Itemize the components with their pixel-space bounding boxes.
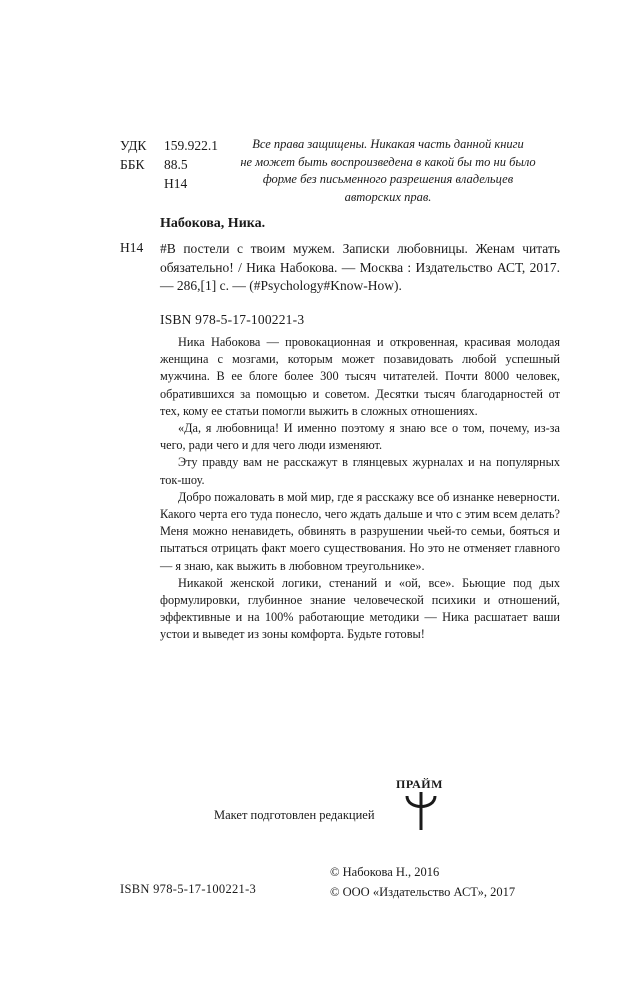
rights-line: не может быть воспроизведена в какой бы то ни было xyxy=(240,154,536,169)
bbk-row xyxy=(120,155,218,174)
annotation-paragraph: Ника Набокова — провокационная и откровенная, красивая молодая женщина с мозгами, которым может позавидовать любой успешный мужчина. В ее блоге более 300 тысяч читателей. Почти 8000 человек, обратившихся за помощью и советом. Десятки тысяч благодарностей от тех, кому ее статьи помогли выжить в сложных отношениях. xyxy=(160,335,560,418)
rights-line: Все права защищены. Никакая часть данной книги xyxy=(252,137,524,151)
rights-line: авторских прав. xyxy=(344,189,432,204)
udk-label: УДК xyxy=(120,138,147,153)
udk-row xyxy=(120,136,218,155)
isbn-main: ISBN 978-5-17-100221-3 xyxy=(160,312,305,327)
rights-line: форме без письменного разрешения владельцев xyxy=(262,172,514,186)
annotation-paragraph: Никакой женской логики, стенаний и «ой, все». Бьющие под дых формулировки, глубинное знание человеческой психики и отношений, эффективные и на 100% работающие методики — Ника расшатает ваши устои и выведет из зоны комфорта. Будьте готовы! xyxy=(160,575,560,642)
author-mark-row xyxy=(120,174,218,193)
rights-notice xyxy=(228,136,548,206)
annotation-paragraph: «Да, я любовница! И именно поэтому я знаю все о том, почему, из-за чего, ради чего и для чего люди изменяют. xyxy=(160,421,560,453)
isbn-bottom: ISBN 978-5-17-100221-3 xyxy=(120,882,257,896)
bibliographic-description: #В постели с твоим мужем. Записки любовницы. Женам читать обязательно! / Ника Набокова. — Москва : Издательство АСТ, 2017. — 286,[1] с. — (#Psychology#Know-How). xyxy=(160,241,560,293)
side-code: Н14 xyxy=(120,240,144,255)
copyright-line: © ООО «Издательство АСТ», 2017 xyxy=(330,885,516,899)
author-mark-value: Н14 xyxy=(164,176,188,191)
author-heading: Набокова, Ника. xyxy=(160,216,266,231)
bbk-value: 88.5 xyxy=(164,157,188,172)
udk-value: 159.922.1 xyxy=(164,138,218,153)
udk-bbk-block xyxy=(120,136,218,193)
copyright-line: © Набокова Н., 2016 xyxy=(330,865,440,879)
annotation-paragraph: Эту правду вам не расскажут в глянцевых журналах и на популярных ток-шоу. xyxy=(160,455,560,487)
annotation-paragraph: Добро пожаловать в мой мир, где я расскажу все об изнанке неверности. Какого черта его туда понесло, чего ждать дальше и что с этим всем делать? Меня можно ненавидеть, обвинять в разрушении чьей-то семьи, бояться и пытаться отрицать факт моего существования. Но это не отменяет главного — я знаю, как выжить в любовном треугольнике». xyxy=(160,489,560,573)
annotation xyxy=(160,334,560,644)
bbk-label: ББК xyxy=(120,157,145,172)
prepared-by-text: Макет подготовлен редакцией xyxy=(214,808,375,822)
publisher-logo-text: ПРАЙМ xyxy=(396,777,443,791)
copyright-block xyxy=(330,862,515,902)
